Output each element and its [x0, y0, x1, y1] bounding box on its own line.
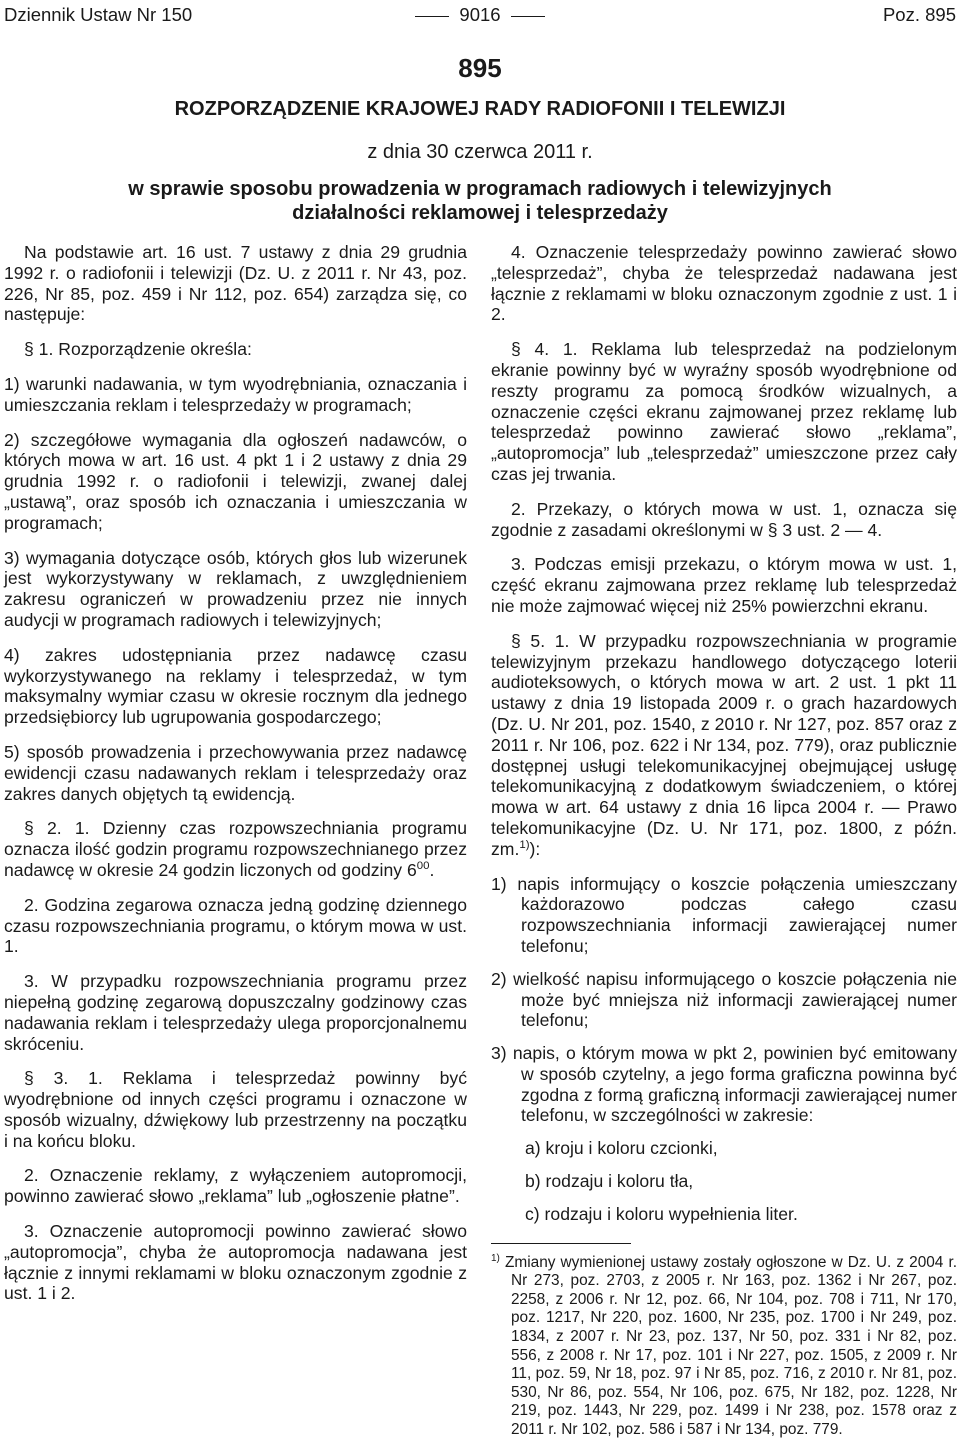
document-date: z dnia 30 czerwca 2011 r. — [367, 141, 593, 163]
superscript-00: 00 — [416, 860, 430, 873]
footnote-divider — [491, 1243, 631, 1244]
footnote-text: Zmiany wymienionej ustawy zostały ogłoszone w Dz. U. z 2004 r. Nr 273, poz. 2703, z 2005 r. Nr 163, poz. 1362 i Nr 267, poz. 2258, z 2006 r. Nr 12, poz. 66, Nr 104, poz. 708 i 711, Nr 170, poz. 1217, Nr 220, poz. 1600, Nr 235, poz. 1700 i Nr 249, poz. 1834, z 2007 r. Nr 23, poz. 137, Nr 50, poz. 331 i Nr 82, poz. 556, z 2008 r. Nr 17, poz. 101 i Nr 227, poz. 1505, z 2009 r. Nr 11, poz. 59, Nr 18, poz. 97 i Nr 85, poz. 716, z 2010 r. Nr 81, poz. 530, Nr 86, poz. 554, Nr 106, poz. 675, Nr 182, poz. 1228, Nr 219, poz. 1443, Nr 229, poz. 1499 i Nr 238, poz. 1578 oraz z 2011 r. Nr 102, poz. 586 i 587 i Nr 134, poz. 779. — [505, 1253, 957, 1439]
document-title: ROZPORZĄDZENIE KRAJOWEJ RADY RADIOFONII I TELEWIZJI — [174, 98, 786, 120]
paragraph-5-1-text: § 5. 1. W przypadku rozpowszechniania w programie telewizyjnym przekazu handlowego dotyczącego loterii audioteksowych, o których mowa w art. 2 ust. 1 pkt 11 ustawy z dnia 19 listopada 2009 r. o grach hazardowych (Dz. U. Nr 201, poz. 1540, z 2010 r. Nr 127, poz. 857 oraz z 2011 r. Nr 106, poz. 622 i Nr 134, poz. 779), oraz publicznie dostępnej usługi telekomunikacyjnej obejmującej usługę telekomunikacyjną z dodatkowym świadczeniem, o której mowa w art. 64 ustawy z dnia 16 lipca 2004 r. — Prawo telekomunikacyjne (Dz. U. Nr 171, poz. 1800, z późn. zm. — [491, 630, 957, 859]
list-item: 4) zakres udostępniania przez nadawcę czasu wykorzystywanego na reklamy i telesprzedaż, w tym maksymalny wymiar czasu w okresie rocznym dla jednego przedsiębiorcy lub ugrupowania gospodarczego; — [4, 644, 467, 728]
paragraph-1-list — [4, 374, 467, 804]
paragraph-3-3: 3. Oznaczenie autopromocji powinno zawierać słowo „autopromocja”, chyba że autopromocja nadawana jest łącznie z innymi reklamami w bloku oznaczonym zgodnie z ust. 1 i 2. — [4, 1221, 467, 1304]
dash-left — [415, 16, 449, 17]
list-item: 3) wymagania dotyczące osób, których głos lub wizerunek jest wykorzystywany w reklamach, z uwzględnieniem zakresu ograniczeń w prowadzeniu przez nie innych audycji w programach radiowych i telewizyjnych; — [4, 547, 467, 630]
paragraph-2-2: 2. Godzina zegarowa oznacza jedną godzinę dziennego czasu rozpowszechniania programu, o którym mowa w ust. 1. — [4, 894, 467, 957]
page-number-wrap — [4, 4, 956, 26]
list-item: 2) wielkość napisu informującego o koszcie połączenia nie może być mniejsza niż informacji zawierającej numer telefonu; — [491, 968, 957, 1031]
page-number: 9016 — [459, 4, 501, 25]
document-number: 895 — [458, 53, 502, 83]
paragraph-2-1-text: § 2. 1. Dzienny czas rozpowszechniania programu oznacza ilość godzin programu rozpowszechnianego przez nadawcę w okresie 24 godzin liczonych od godziny 6 — [4, 818, 467, 880]
paragraph-2-1-end: . — [429, 859, 435, 880]
footnote — [491, 1254, 957, 1440]
document-subject: w sprawie sposobu prowadzenia w programach radiowych i telewizyjnych działalności reklamowej i telesprzedaży — [128, 178, 832, 224]
paragraph-5-1-end: ): — [529, 838, 541, 859]
paragraph-2-1 — [4, 818, 467, 880]
list-item: 3) napis, o którym mowa w pkt 2, powinien być emitowany w sposób czytelny, a jego forma graficzna powinna być zgodna z formą graficzną informacji zawierającej numer telefonu, w szczególności w zakresie: — [491, 1043, 957, 1126]
list-item: 2) szczegółowe wymagania dla ogłoszeń nadawców, o których mowa w art. 16 ust. 4 pkt 1 i 2 ustawy z dnia 29 grudnia 1992 r. o radiofonii i telewizji, zwanej dalej „ustawą”, oraz sposób ich oznaczania i umieszczania w programach; — [4, 429, 467, 533]
left-column — [4, 242, 467, 1318]
paragraph-4-1: § 4. 1. Reklama lub telesprzedaż na podzielonym ekranie powinny być w wyraźny sposób wyodrębnione od reszty programu za pomocą środków wizualnych, a oznaczenie części ekranu zajmowanej przez reklamę lub telesprzedaż powinno zawierać słowo „reklama”, „autopromocja” lub „telesprzedaż” umieszczone przez cały czas jej trwania. — [491, 339, 957, 484]
page-header — [4, 4, 956, 26]
sub-item: b) rodzaju i koloru tła, — [525, 1171, 694, 1192]
footnote-ref: 1) — [519, 838, 530, 851]
paragraph-4-3: 3. Podczas emisji przekazu, o którym mowa w ust. 1, część ekranu zajmowana przez reklamę lub telesprzedaż nie może zajmować więcej niż 25% powierzchni ekranu. — [491, 554, 957, 616]
legal-basis: Na podstawie art. 16 ust. 7 ustawy z dnia 29 grudnia 1992 r. o radiofonii i telewizji (Dz. U. z 2011 r. Nr 43, poz. 226, Nr 85, poz. 459 i Nr 112, poz. 654) zarządza się, co następuje: — [4, 242, 467, 325]
list-item: 5) sposób prowadzenia i przechowywania przez nadawcę ewidencji czasu nadawanych reklam i telesprzedaży oraz zakres danych objętych tą ewidencją. — [4, 741, 467, 804]
dash-right — [511, 16, 545, 17]
list-item: 1) napis informujący o koszcie połączenia umieszczany każdorazowo podczas całego czasu rozpowszechniania informacji zawierającej numer telefonu; — [491, 873, 957, 956]
sub-item: a) kroju i koloru czcionki, — [525, 1138, 718, 1159]
paragraph-5-1 — [491, 631, 957, 860]
paragraph-4-2: 2. Przekazy, o których mowa w ust. 1, oznacza się zgodnie z zasadami określonymi w § 3 ust. 2 — 4. — [491, 498, 957, 540]
list-item: 1) warunki nadawania, w tym wyodrębniania, oznaczania i umieszczania reklam i telesprzedaży w programach; — [4, 373, 467, 415]
paragraph-1: § 1. Rozporządzenie określa: — [24, 339, 252, 360]
journal-name: Dziennik Ustaw Nr 150 — [4, 4, 193, 25]
paragraph-3-1: § 3. 1. Reklama i telesprzedaż powinny być wyodrębnione od innych części programu i oznaczone w sposób wizualny, dźwiękowy lub przestrzenny na początku i na końcu bloku. — [4, 1068, 467, 1151]
paragraph-2-3: 3. W przypadku rozpowszechniania programu przez niepełną godzinę zegarową dopuszczalny godzinowy czas nadawania reklam i telesprzedaży ulega proporcjonalnemu skróceniu. — [4, 971, 467, 1054]
position-number: Poz. 895 — [882, 4, 956, 25]
paragraph-3-4: 4. Oznaczenie telesprzedaży powinno zawierać słowo „telesprzedaż”, chyba że telesprzedaż nadawana jest łącznie z reklamami w bloku oznaczonym zgodnie z ust. 1 i 2. — [491, 242, 957, 325]
paragraph-3-2: 2. Oznaczenie reklamy, z wyłączeniem autopromocji, powinno zawierać słowo „reklama” lub „ogłoszenie płatne”. — [4, 1165, 467, 1207]
right-column — [491, 242, 957, 1454]
footnote-mark: 1) — [491, 1252, 500, 1264]
sub-item: c) rodzaju i koloru wypełnienia liter. — [525, 1203, 798, 1224]
